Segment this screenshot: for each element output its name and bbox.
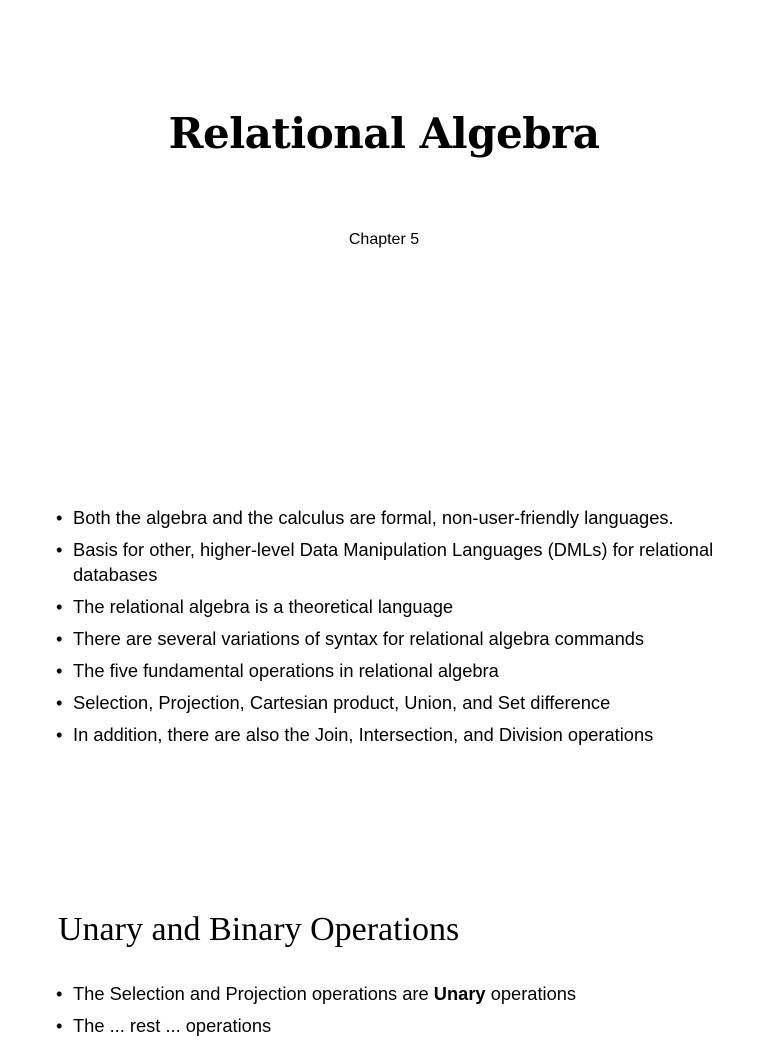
bullet-text-prefix: The Selection and Projection operations are	[73, 983, 434, 1004]
chapter-subtitle: Chapter 5	[348, 231, 420, 248]
bullet-icon: •	[56, 659, 63, 681]
list-item	[56, 595, 726, 620]
list-item	[56, 627, 726, 652]
bullet-icon: •	[56, 691, 63, 713]
overview-bullet-list	[56, 506, 726, 755]
bullet-icon: •	[56, 983, 63, 1004]
bullet-text: The five fundamental operations in relational algebra	[73, 659, 499, 681]
presentation-title: Relational Algebra	[168, 109, 600, 158]
list-item	[56, 723, 726, 748]
overview-slide	[0, 470, 768, 880]
bullet-text: Basis for other, higher-level Data Manipulation Languages (DMLs) for relational databases	[73, 539, 714, 585]
operations-bullet-list	[56, 982, 726, 1046]
operations-slide	[0, 880, 768, 1036]
bullet-text: The ... rest ... operations	[73, 1015, 272, 1036]
title-slide	[0, 0, 768, 470]
section-heading: Unary and Binary Operations	[58, 911, 460, 948]
list-item	[56, 982, 726, 1007]
bullet-text: Selection, Projection, Cartesian product, Union, and Set difference	[73, 691, 611, 713]
bullet-icon: •	[56, 539, 63, 560]
bullet-icon: •	[56, 627, 63, 649]
list-item	[56, 659, 726, 684]
list-item	[56, 691, 726, 716]
list-item	[56, 506, 726, 531]
bullet-text: In addition, there are also the Join, Intersection, and Division operations	[73, 723, 654, 745]
bullet-text: Both the algebra and the calculus are formal, non-user-friendly languages.	[73, 507, 674, 528]
bullet-icon: •	[56, 1015, 63, 1036]
bullet-text: The relational algebra is a theoretical language	[73, 595, 454, 617]
list-item	[56, 538, 726, 587]
bullet-icon: •	[56, 507, 63, 528]
bullet-icon: •	[56, 595, 63, 617]
bullet-text-suffix: operations	[485, 983, 577, 1004]
bullet-text-bold: Unary	[433, 983, 486, 1004]
bullet-text: There are several variations of syntax for relational algebra commands	[73, 627, 645, 649]
list-item	[56, 1014, 726, 1039]
bullet-icon: •	[56, 723, 63, 745]
